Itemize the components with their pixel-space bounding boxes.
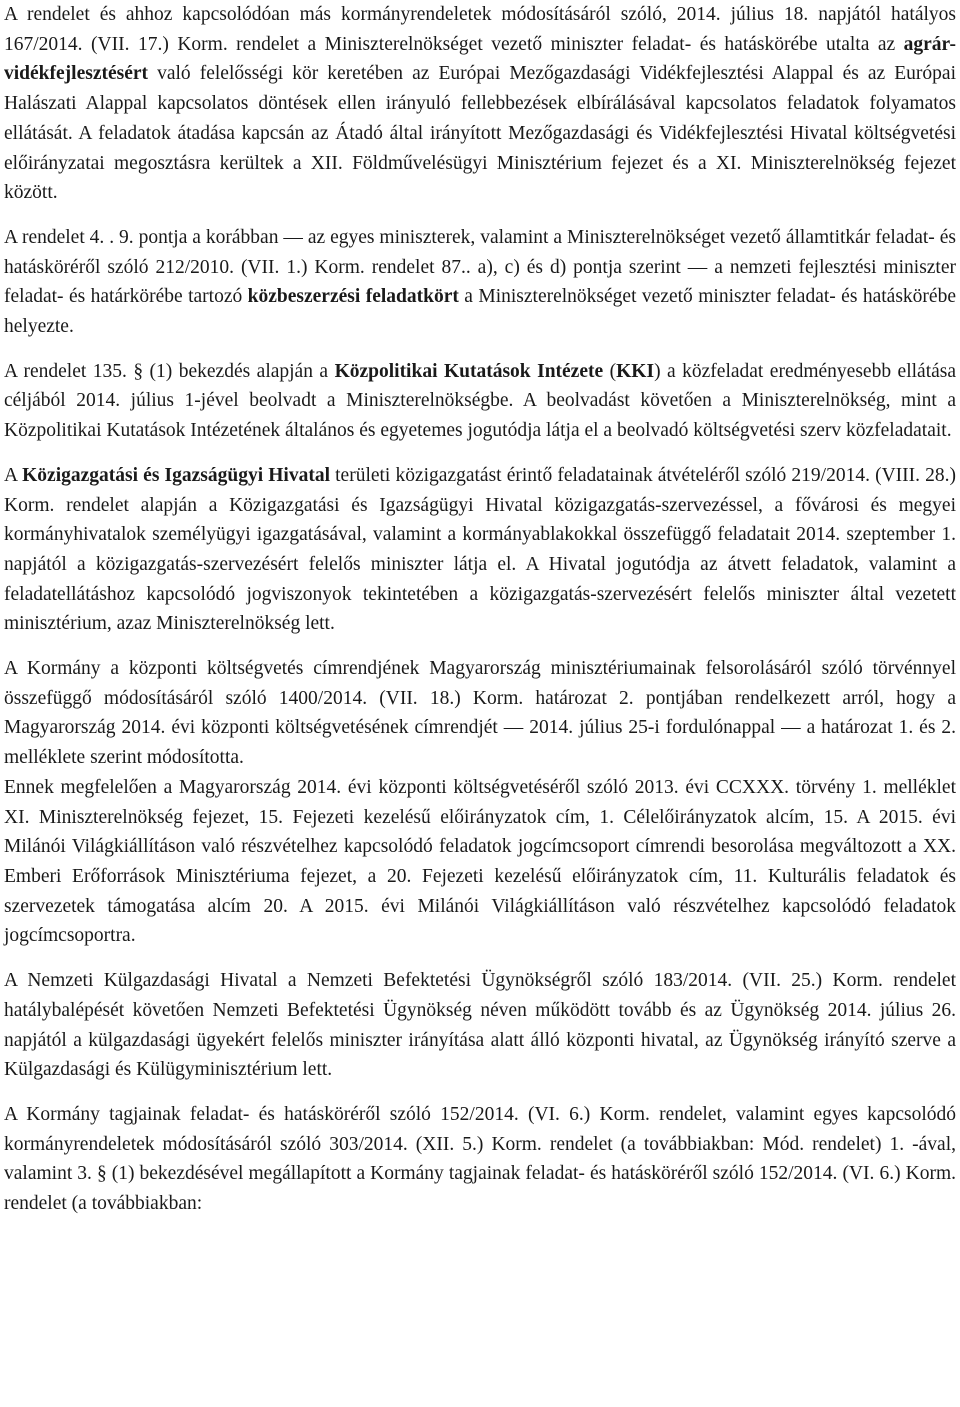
text-segment: való felelősségi kör keretében az Európai Mezőgazdasági Vidékfejlesztési Alappal és az Európai Halászati Alappal kapcsolatos döntések ellen irányuló fellebbezések elbírálásával kapcsolatos feladatok folyamatos ellátását. A feladatok átadása kapcsán az Átadó által irányított Mezőgazdasági és Vidékfejlesztési Hivatal költségvetési előirányzatai megosztásra kerültek a XII. Földművelésügyi Minisztérium fejezet és a XI. Miniszterelnökség fejezet között. — [4, 63, 956, 204]
text-segment: A Nemzeti Külgazdasági Hivatal a Nemzeti Befektetési Ügynökségről szóló 183/2014. (VII. 25.) Korm. rendelet hatálybalépését követően Nemzeti Befektetési Ügynökség néven működött tovább és az Ügynökség 2014. július 26. napjától a külgazdasági ügyekért felelős miniszter irányítása alatt álló központi hivatal, az Ügynökség irányító szerve a Külgazdasági és Külügyminisztérium lett. — [4, 970, 956, 1081]
text-segment: A rendelet 135. § (1) bekezdés alapján a — [4, 360, 335, 382]
document-page — [4, 0, 956, 1219]
paragraph-kormany-tagjai — [4, 1100, 956, 1219]
text-segment: A Kormány tagjainak feladat- és hatásköréről szóló 152/2014. (VI. 6.) Korm. rendelet, valamint egyes kapcsolódó kormányrendeletek módosításáról szóló 303/2014. (XII. 5.) Korm. rendelet (a továbbiakban: Mód. rendelet) 1. -ával, valamint 3. § (1) bekezdésével megállapított a Kormány tagjainak feladat- és hatásköréről szóló 152/2014. (VI. 6.) Korm. rendelet (a továbbiakban: — [4, 1103, 956, 1215]
paragraph-spacer — [4, 208, 956, 223]
text-segment: ) a közfeladat eredményesebb ellátása céljából 2014. július 1-jével beolvadt a Miniszterelnökségbe. A beolvadást követően a Miniszterelnökség, mint a Közpolitikai Kutatások Intézetének általános és egyetemes jogutódja látja el a beolvadó költségvetési szerv közfeladatait. — [4, 360, 957, 442]
paragraph-spacer — [4, 951, 956, 966]
text-segment: A Kormány a központi költségvetés címrendjének Magyarország minisztériumainak felsorolásáról szóló törvénnyel összefüggő módosításáról szóló 1400/2014. (VII. 18.) Korm. határozat 2. pontjában rendelkezett arról, hogy a Magyarország 2014. évi központi költségvetésének címrendjét — 2014. július 25-i fordulónappal — a határozat 1. és 2. melléklete szerint módosította. — [4, 658, 956, 769]
paragraph-spacer — [4, 639, 956, 654]
bold-term-agrar-videkfejlesztes: agrár-vidékfejlesztésért — [4, 33, 956, 85]
paragraph-kozbeszerzes — [4, 223, 956, 342]
text-segment: területi közigazgatást érintő feladatainak átvételéről szóló 219/2014. (VIII. 28.) Korm. rendelet alapján a Közigazgatási és Igazságügyi Hivatal közigazgatás-szervezéssel, a fővárosi és megyei kormányhivatalok személyügyi igazgatásával, valamint a kormányablakokkal összefüggő feladatait 2014. szeptember 1. napjától a közigazgatás-szervezésért felelős miniszter látja el. A Hivatal jogutódja az átvett feladatok, valamint a feladatellátáshoz kapcsolódó jogviszonyok tekintetében a közigazgatás-szervezésért felelős miniszter által vezetett minisztérium, azaz Miniszterelnökség lett. — [4, 464, 957, 635]
bold-term-kozbeszerzesi-feladatkor: közbeszerzési feladatkört — [247, 286, 459, 308]
text-segment: A — [4, 464, 23, 486]
paragraph-koltsegvetes-modositas — [4, 773, 956, 951]
text-segment: ( — [603, 360, 617, 382]
paragraph-spacer — [4, 1085, 956, 1100]
paragraph-spacer — [4, 446, 956, 461]
paragraph-kulgazdasagi-hivatal — [4, 966, 956, 1085]
bold-term-kki: KKI — [616, 360, 655, 382]
paragraph-cimrend-hatarozat — [4, 654, 956, 773]
text-segment: a Miniszterelnökséget vezető miniszter feladat- és hatáskörébe helyezte. — [4, 286, 956, 338]
text-segment: Ennek megfelelően a Magyarország 2014. évi központi költségvetéséről szóló 2013. évi CCXXX. törvény 1. melléklet XI. Miniszterelnökség fejezet, 15. Fejezeti kezelésű előirányzatok cím, 1. Célelőirányzatok alcím, 15. A 2015. évi Milánói Világkiállításon való részvételhez kapcsolódó feladatok jogcímcsoport címrendi besorolása megváltozott a XX. Emberi Erőforrások Minisztériuma fejezet, a 20. Fejezeti kezelésű előirányzatok cím, 11. Kulturális feladatok és szervezetek támogatása alcím 20. A 2015. évi Milánói Világkiállításon való részvételhez kapcsolódó feladatok jogcímcsoportra. — [4, 776, 956, 947]
bold-term-kozpolitikai-kutatasok-intezete: Közpolitikai Kutatások Intézete — [334, 360, 604, 382]
bold-term-kozigazgatasi-es-igazsagugyi-hivatal: Közigazgatási és Igazságügyi Hivatal — [22, 464, 330, 486]
text-segment: A rendelet 4. . 9. pontja a korábban — az egyes miniszterek, valamint a Miniszterelnökséget vezető államtitkár feladat- és hatásköréről szóló 212/2010. (VII. 1.) Korm. rendelet 87.. a), c) és d) pontja szerint — a nemzeti fejlesztési miniszter feladat- és határkörébe tartozó — [4, 226, 956, 308]
paragraph-kih — [4, 461, 956, 639]
text-segment: A rendelet és ahhoz kapcsolódóan más kormányrendeletek módosításáról szóló, 2014. július 18. napjától hatályos 167/2014. (VII. 17.) Korm. rendelet a Miniszterelnökséget vezető miniszter feladat- és hatáskörébe utalta az — [4, 4, 956, 55]
paragraph-167-2014-rendelet — [4, 0, 956, 208]
paragraph-spacer — [4, 342, 956, 357]
paragraph-kki — [4, 357, 956, 446]
